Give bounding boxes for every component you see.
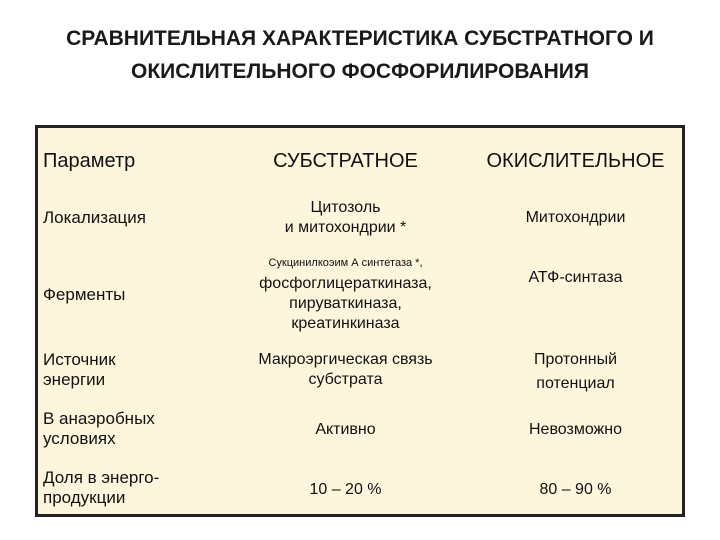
- row-substrate-line: Активно: [315, 421, 376, 438]
- row-substrate-line: Цитозоль: [310, 199, 381, 216]
- row-oxidative-line: 80 – 90 %: [539, 481, 612, 498]
- header-substrate: СУБСТРАТНОЕ: [273, 150, 418, 172]
- title-line-2: ОКИСЛИТЕЛЬНОГО ФОСФОРИЛИРОВАНИЯ: [131, 60, 589, 83]
- row-oxidative: [468, 190, 683, 246]
- row-substrate: [233, 250, 458, 340]
- row-substrate-line: Макроэргическая связь: [258, 351, 433, 368]
- row-substrate-line: креатинкиназа: [291, 315, 400, 332]
- row-param-line: энергии: [43, 370, 106, 389]
- row-substrate: [233, 408, 458, 452]
- header-param: Параметр: [43, 150, 136, 172]
- title-line-1: СРАВНИТЕЛЬНАЯ ХАРАКТЕРИСТИКА СУБСТРАТНОГО И: [66, 27, 654, 50]
- row-substrate-line: 10 – 20 %: [309, 481, 382, 498]
- row-oxidative-line: Митохондрии: [525, 209, 626, 226]
- row-substrate-line: пируваткиназа,: [289, 295, 402, 312]
- row-oxidative: [468, 256, 683, 300]
- row-param-line: Источник: [43, 350, 116, 369]
- row-param-line: продукции: [43, 488, 126, 507]
- row-oxidative: [468, 346, 683, 398]
- row-oxidative-line: Протонный: [533, 351, 618, 368]
- row-param-line: условиях: [43, 429, 116, 448]
- row-oxidative: [468, 408, 683, 452]
- row-param: [43, 463, 233, 513]
- row-oxidative-line: АТФ-синтаза: [528, 269, 623, 286]
- row-param-line: В анаэробных: [43, 409, 155, 428]
- row-param-line: Локализация: [43, 208, 146, 227]
- row-oxidative-line: Невозможно: [529, 421, 622, 438]
- row-param-line: Доля в энерго-: [43, 468, 160, 487]
- comparison-table: [35, 125, 685, 517]
- row-param: [43, 190, 233, 246]
- row-param: [43, 346, 233, 394]
- row-param-line: Ферменты: [43, 285, 126, 304]
- row-substrate: [233, 468, 458, 512]
- row-substrate-note: Сукцинилкоэим А синтетаза *,: [268, 257, 423, 269]
- row-substrate-line: фосфоглицераткиназа,: [259, 275, 432, 292]
- row-oxidative-line: потенциал: [536, 375, 615, 392]
- row-substrate: [233, 190, 458, 246]
- row-param: [43, 405, 233, 453]
- row-param: [43, 273, 233, 317]
- slide-title: [0, 22, 720, 88]
- row-substrate-line: субстрата: [308, 371, 383, 388]
- row-oxidative: [468, 468, 683, 512]
- row-substrate: [233, 346, 458, 394]
- row-substrate-line: и митохондрии *: [284, 219, 407, 236]
- header-oxidative: ОКИСЛИТЕЛЬНОЕ: [486, 150, 665, 172]
